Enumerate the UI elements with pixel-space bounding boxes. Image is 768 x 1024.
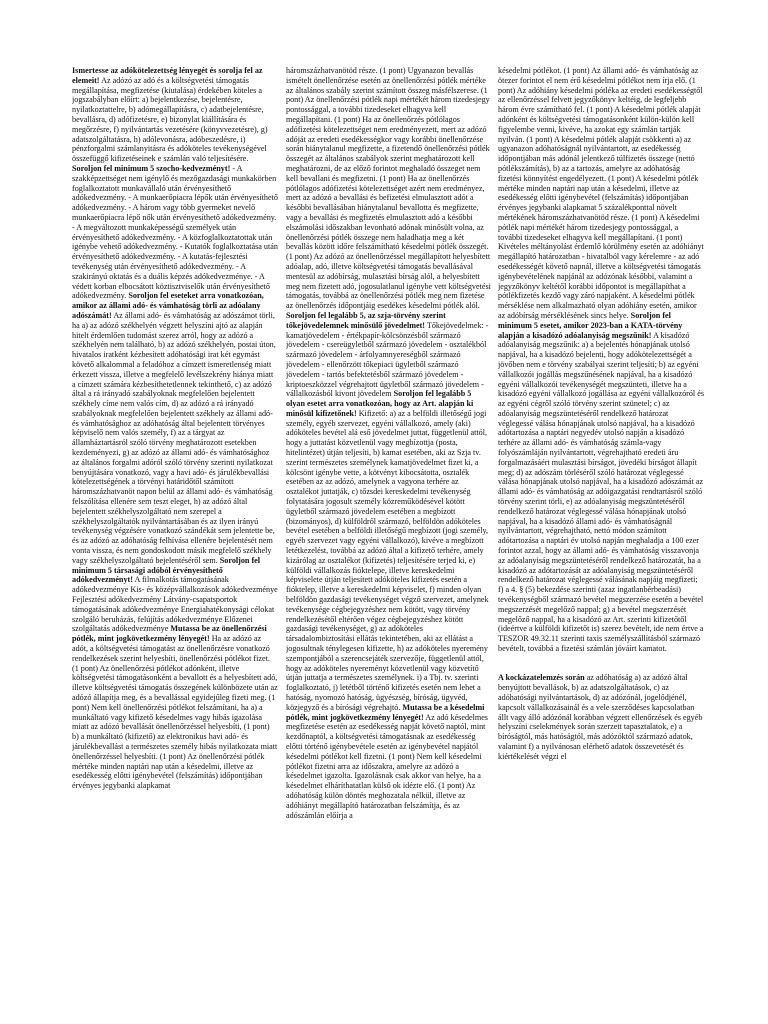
column-text (72, 66, 278, 791)
answer-text: Tőkejövedelmek: - kamatjövedelem - értékpapír-kölcsönzésből származó jövedelem - csereügyletből származó jövedelem - osztalékból származó jövedelem - árfolyamnyereségből származó jövedelem - ellenőrzött tőkepiaci ügyletből származó jövedelem - tartós befektetésből származó jövedelem - kriptoeszközzel végrehajtott ügyletből származó jövedelem - vállalkozásból kivont jövedelem (286, 320, 489, 399)
column-text (286, 66, 492, 820)
answer-text: A filmalkotás támogatásának adókedvezménye Kis- és középvállalkozások adókedvezménye Fejlesztési adókedvezmény Látvány-csapatsportok támogatásának adókedvezménye Energiahatékonysági célokat szolgáló beruházás, felújítás adókedvezménye Előzenei szolgáltatás adókedvezménye (72, 575, 278, 634)
question-heading: Ismertesse az adókötelezettség lényegét és sorolja fel az elemeit! (72, 66, 263, 85)
answer-text: Kifizető: a) az a belföldi illetőségű jogi személy, egyéb szervezet, egyéni vállalkozó, amely (aki) adóköteles bevétel alá eső jövedelmet juttat, függetlenül attól, hogy a juttatást közvetlenül vagy megbízottja (posta, hitelintézet) útján teljesíti, b) kamat esetében, aki az Szja tv. szerint természetes személynek kamatjövedelmet fizet ki, a kölcsönt igénybe vette, a kötvényt kibocsátotta, osztalék esetében az az adózó, amelynek a vagyona terhére az osztalékot juttatják, c) tőzsdei kereskedelmi tevékenység folytatására jogosult személy közreműködésével kötött ügyletből származó jövedelem esetében a megbízott (bizományos), d) külföldről származó, belföldön adóköteles bevétel esetében a belföldi illetőségű megbízott (jogi személy, egyéb szervezet vagy egyéni vállalkozó), kivéve a megbízott letétkezelést, továbbá az adózó által a kifizető terhére, amely kizárólag az osztalékot (kifizetés) teljesítésére terjed ki, e) külföldi vállalkozás fióktelepe, illetve kereskedelmi képviselete útján teljesített adóköteles kifizetés esetén a fióktelep, illetve a kereskedelmi képviselet, f) minden olyan belföldön gazdasági tevékenységet végző szervezet, amelynek tevékenysége cégbejegyzéshez nem kötött, vagy törvény rendelkezésétől eltérően végez cégbejegyzéshez kötött gazdasági tevékenységet, g) az adóköteles társadalombiztosítási ellátás tekintetében, aki az ellátást a jogosultnak ténylegesen kifizette, h) az adóköteles nyeremény szempontjából a szerencsejáték szervezője, függetlenül attól, hogy az adóköteles nyereményt közvetlenül vagy közvetítő útján juttatja a természetes személynek. i) a Tbj. tv. szerinti foglalkoztató, j) letétből történő kifizetés esetén nem lehet a hatóság, nyomozó hatóság, ügyészség, bíróság, ügyvéd, közjegyző és a bírósági végrehajtó. (286, 408, 489, 712)
answer-text: az adóhatóság a) az adózó által benyújtott bevallások, b) az adatszolgáltatások, c) az adóhatósági nyilvántartások, d) az adózónál, jogelődjénél, kapcsolt vállalkozásainál és a vele szerződéses kapcsolatban állt vagy álló adózónál korábban végzett ellenőrzések és egyéb helyszíni cselekmények során szerzett tapasztalatok, e) a bíróságtól, más hatóságtól, más adózóktól származó adatok, valamint f) a nyilvánosan elérhető adatok összevetését és kiértékelését végzi el (498, 673, 703, 761)
paragraph-gap (498, 654, 704, 664)
text-column-2 (286, 66, 492, 954)
question-heading: Mutassa be a késedelmi pótlék, mint jogkövetkezmény lényegét! (286, 702, 485, 722)
question-heading: Mutassa be az önellenőrzési pótlék, mint jogkövetkezmény lényegét! (72, 624, 267, 644)
question-heading: A kockázatelemzés során (498, 673, 585, 683)
answer-text: A kisadózó adóalanyiság megszűnik: a) a bejelentés hónapjának utolsó napjával, ha a kisadózó bejelenti, hogy adókötelezettségét a jövőben nem e törvény szabályai szerint teljesíti; b) az egyéni vállalkozói jogállás megszűnésének napjával, ha a kisadózó egyéni vállalkozói tevékenységét megszünteti, illetve ha a kisadózó egyéni vállalkozó jogállása az egyéni vállalkozóról és az egyéni cégről szóló törvény szerint szünetel; c) az adóalanyiság megszüntetéséről rendelkező határozat véglegessé válása hónapjának utolsó napjával, ha a kisadózó adótartozása a naptári negyedév utolsó napján a kisadózó terhére az állami adó- és vámhatóság számla-vagy folyószámláján nyilvántartott, végrehajtható eredeti áru forgalmazásáért mulasztási bírságot, jövedéki bírságot állapít meg; d) az adószám törléséről szóló határozat véglegessé válása hónapjának utolsó napjával, ha a kisadózó adószámát az állami adó- és vámhatóság az adóigazgatási rendtartásról szóló törvény szerint törli, e) az adóalanyiság megszüntetéséről rendelkező határozat véglegessé válása hónapjának utolsó napjával, ha a kisadózó állami adó- és vámhatóságnál nyilvántartott, végrehajtható, nettó módon számított adótartozása a naptári év utolsó napján meghaladja a 100 ezer forintot azzal, hogy az állami adó- és vámhatóság visszavonja az adóalanyiság megszüntetéséről rendelkező határozatát, ha a kisadózó az adótartozását az adóalanyiság megszüntetéséről rendelkező határozat véglegessé válásának napjáig megfizeti; f) a 4. § (5) bekezdése szerinti (azaz ingatlanbérbeadási) tevékenységből származó bevétel megszerzése esetén a bevétel megszerzését megelőző nappal; g) a bevétel megszerzését megelőző nappal, ha a kisadózó az Art. szerinti kifizetőtől (ideértve a külföldi kifizetőt is) szerez bevételt, ide nem értve a TESZOR 49.32.11 szerinti taxis személyszállításból származó bevételt, továbbá a fizetési számlán jóváírt kamatot. (498, 330, 704, 654)
question-heading: Soroljon fel minimum 5 társasági adóból érvényesíthető adókedvezményt! (72, 555, 261, 585)
column-text (498, 673, 704, 761)
question-heading: Soroljon fel legalább 5 olyan esetet arra vonatkozóan, hogy az Art. alapján ki minősül kifizetőnek! (286, 389, 474, 418)
answer-text: Az adózó az adó és a költségvetési támogatás megállapítása, megfizetése (kiutalása) érdekében köteles a jogszabályban előírt: a) bejelentkezése, bejelentésre, nyilatkoztattelre, b) adómegállapításra, c) adatbejelentésre, bevallásra, d) adófizetésre, e) bizonylat kiállítására és megőrzésre, f) nyilvántartás vezetésére (könyvvezetésre), g) adatszolgáltatásra, h) adólevonásra, adóbeszedésre, i) pénzforgalmi számlanyitásra és adóköteles tevékenységével összefüggő kifizetéseinek e számlán való teljesítésére. (72, 75, 268, 164)
question-heading: Soroljon fel minimum 5 esetet, amikor 2023-ban a KATA-törvény alapján a kisadózó adóalanyiság megszűnik! (498, 310, 683, 340)
column-text (498, 66, 704, 654)
answer-text: háromszázhatvanötöd része. (1 pont) Ugyanazon bevallás ismételt önellenőrzése esetén az önellenőrzési pótlék mértéke az általános szabály szerint számított összeg másfélszerese. (1 pont) Az önellenőrzési pótlék napi mértékét három tizedesjegy pontossággal, a további tizedeseket elhagyva kell megállapítani. (1 pont) Ha az önellenőrzés pótlólagos adófizetési kötelezettséget nem eredményezett, mert az adózó adóját az eredeti esedékességkor vagy korábbi önellenőrzése során hiánytalanul megfizette, a fizetendő önellenőrzési pótlék összegét az általános szabályok szerint meghatározott kell meghatározni, de az előző forintot meghaladó összeget nem kell bevallani és megfizetni. (1 pont) Ha az önellenőrzés pótlólagos adófizetési kötelezettséget azért nem eredményez, mert az adózó a bevallási és befizetési elmulasztott adót a későbbi bevallásában hiánytalanul bevallotta és megfizette, vagy a bevallási és megfizetés elmulasztott adó a későbbi elszámolási időszakban levonható adónak minősült volna, az önellenőrzési pótlék összege nem haladhatja meg a két bevallás között időre felszámítható késedelmi pótlék összegét. (1 pont) Az adózó az önellenőrzéssel megállapított helyesbített adóalap, adó, illetve költségvetési támogatás bevallásával mentesül az adóbírság, mulasztási bírság alól, a helyesbített meg nem fizetett adó, jogosulatlanul igénybe vett költségvetési támogatás, továbbá az önellenőrzési pótlék meg nem fizetése az önellenőrzés időpontjáig esedékes késedelmi pótlék alól. (286, 66, 491, 311)
answer-text: Ha az adózó az adót, a költségvetési támogatást az önellenőrzésre vonatkozó rendelkezések szerint helyesbíti, önellenőrzési pótlékot fizet. (1 pont) Az önellenőrzési pótlékot adónként, illetve költségvetési támogatásonként a bevallott és a helyesbített adó, illetve költségvetési támogatás összegének különbözete után az adózó állapítja meg, és a bevallással egyidejűleg fizeti meg. (1 pont) Nem kell önellenőrzési pótlékot felszámítani, ha a) a munkáltató vagy kifizető késedelmes vagy hibás igazolása miatt az adózó bevallását önellenőrzéssel helyesbíti, (1 pont) b) a munkáltató (kifizető) az elektronikus havi adó- és járulékbevallást a természetes személy hibás nyilatkozata miatt önellenőrzéssel helyesbíti. (1 pont) Az önellenőrzési pótlék mértéke minden naptári nap után a késedelmi, illetve az esedékesség előtti igénybevétel (felszámítás) időpontjában érvényes jegybanki alapkamat (72, 634, 278, 791)
answer-text: - A szakképzettséget nem igénylő és mezőgazdasági munkakörben foglalkoztatott munkavállaló után érvényesíthető adókedvezmény. - A munkaerőpiacra lépők után érvényesíthető adókedvezmény. - A három vagy több gyermeket nevelő munkaerőpiacra lépő nők után érvényesíthető adókedvezmény. - A megváltozott munkaképességű személyek után érvényesíthető adókedvezmény. - A közfoglalkoztatottak után igénybe vehető adókedvezmény. - Kutatók foglalkoztatása után érvényesíthető adókedvezmény. - A kutatás-fejlesztési tevékenység után érvényesíthető adókedvezmény. - A szakirányú oktatás és a duális képzés adókedvezménye. - A védett korban elbocsátott köztisztviselők után érvényesíthető adókedvezmény. (72, 163, 278, 301)
answer-text: Az állami adó- és vámhatóság az adószámot törli, ha a) az adózó székhelyén végzett helyszíni ajtó az alapján hitelt érdemlően tudomást szerez arról, hogy az adózó a székhelyén nem található, b) az adózó székhelyén, postai úton, hivatalos iratként kézbesített adóhatósági irat két egymást követő alkalommal a feladóhoz a címzett ismeretlenség miatt érkezett vissza, illetve a megfelelő levélszekrény hiánya miatt a címzett számára kézbesíthetetlennek tekinthető, c) az adózó által a rá irányadó szabályoknak megfelelően bejelentett székhely címe nem valós cím, d) az adózó a rá irányadó szabályoknak megfelelően bejelentett székhely az állami adó- és vámhatósághoz az adóhatóság által bejelentett törvényes képviselő nem valós személy, f) az a tárgyat az államháztartásról szóló törvény meghatározott esetekben kezdeményezi, g) az adózó az állami adó- és vámhatósághoz az általános forgalmi adóról szóló törvény szerinti nyilatkozat benyújtására vonatkozó, vagy a havi adó- és járulékbevallási kötelezettségének a törvényi határidőtől számított háromszázhatvanöt napon belül az állami adó- és vámhatóság felszólítása ellenére sem teszt eleget, h) az adózó által bejelentett székhelyszolgáltató nem szerepel a székhelyszolgáltatók nyilvántartásában és az ilyen irányú tevékenység végzésére vonatkozó szándékát sem jelentette be, és az adózó az adóhatóság felhívása ellenére bejelentését nem vonta vissza, és nem gondoskodott másik megfelelő székhely vagy székhelyszolgáltató bejelentéséről sem. (72, 310, 276, 565)
text-column-3 (498, 66, 704, 954)
question-heading: Soroljon fel eseteket arra vonatkozóan, amikor az állami adó- és vámhatóság törli az adóalany adószámát! (72, 291, 264, 320)
paragraph-gap (498, 664, 704, 674)
question-heading: Soroljon fel minimum 5 szocho-kedvezményt! (72, 163, 231, 173)
question-heading: Soroljon fel legalább 5, az szja-törvény szerint tőkejövedelemnek minősülő jövedelmet! (286, 310, 446, 330)
text-column-1 (72, 66, 278, 954)
answer-text: késedelmi pótlékot. (1 pont) Az állami adó- és vámhatóság az ötezer forintot el nem érő késedelmi pótlékot nem írja elő. (1 pont) Az adóhiány késedelmi pótléka az eredeti esedékességtől az ellenőrzéssel felvett jegyzőkönyv keltéig, de legfeljebb három évre számítható fel. (1 pont) A késedelmi pótlék alapját adónként és költségvetési támogatásonként külön-külön kell figyelembe venni, kivéve, ha azokat egy számlán tartják nyilván. (1 pont) A késedelmi pótlék alapját csökkenti a) az ugyanazon adóhatóságnál nyilvántartott, az esedékesség időpontjában más adónál jelentkező túlfizetés összege (nettó pótlékszámítás), b) az a tartozás, amelyre az adóhatóság fizetési könnyítést engedélyezett. (1 pont) A késedelmi pótlék mértéke minden naptári nap után a késedelmi, illetve az esedékesség előtti igénybevétel (felszámítás) időpontjában érvényes jegybanki alapkamat 5 százalékponttal növelt mértékének háromszázhatvanötöd része. (1 pont) A késedelmi pótlék napi mértékét három tizedesjegy pontossággal, a további tizedeseket elhagyva kell megállapítani. (1 pont) Kivételes méltányolást érdemlő körülmény esetén az adóhiányt megállapító határozatban - hivatalból vagy kérelemre - az adó esedékességét követő napnál, illetve a költségvetési támogatás igénybevételének napjánál az adózónak későbbi, valamint a jegyzőkönyv keltétől korábbi időpontot is megállapíthat a pótlékfizetés kezdő vagy záró napjaként. A késedelmi pótlék mérséklése nem alkalmazható olyan adóhiány esetén, amikor az adóbírság mérséklésének sincs helye. (498, 66, 704, 320)
answer-text: Az adó késedelmes megfizetése esetén az esedékesség napját követő naptól, mint kezdőnaptól, a költségvetési támogatásnak az esedékesség előtti történő igénybevétele esetén az igénybevétel napjától késedelmi pótlékot kell fizetni. (1 pont) Nem kell késedelmi pótlékot fizetni arra az időszakra, amelyre az adózó a késedelmet igazolta. Igazolásnak csak akkor van helye, ha a késedelmet elháríthatatlan külső ok idézte elő. (1 pont) Az adóhatóság külön döntés meghozatala nélkül, illetve az adóhiányt megállapító határozatban felszámítja, és az adószámlán előírja a (286, 712, 488, 820)
